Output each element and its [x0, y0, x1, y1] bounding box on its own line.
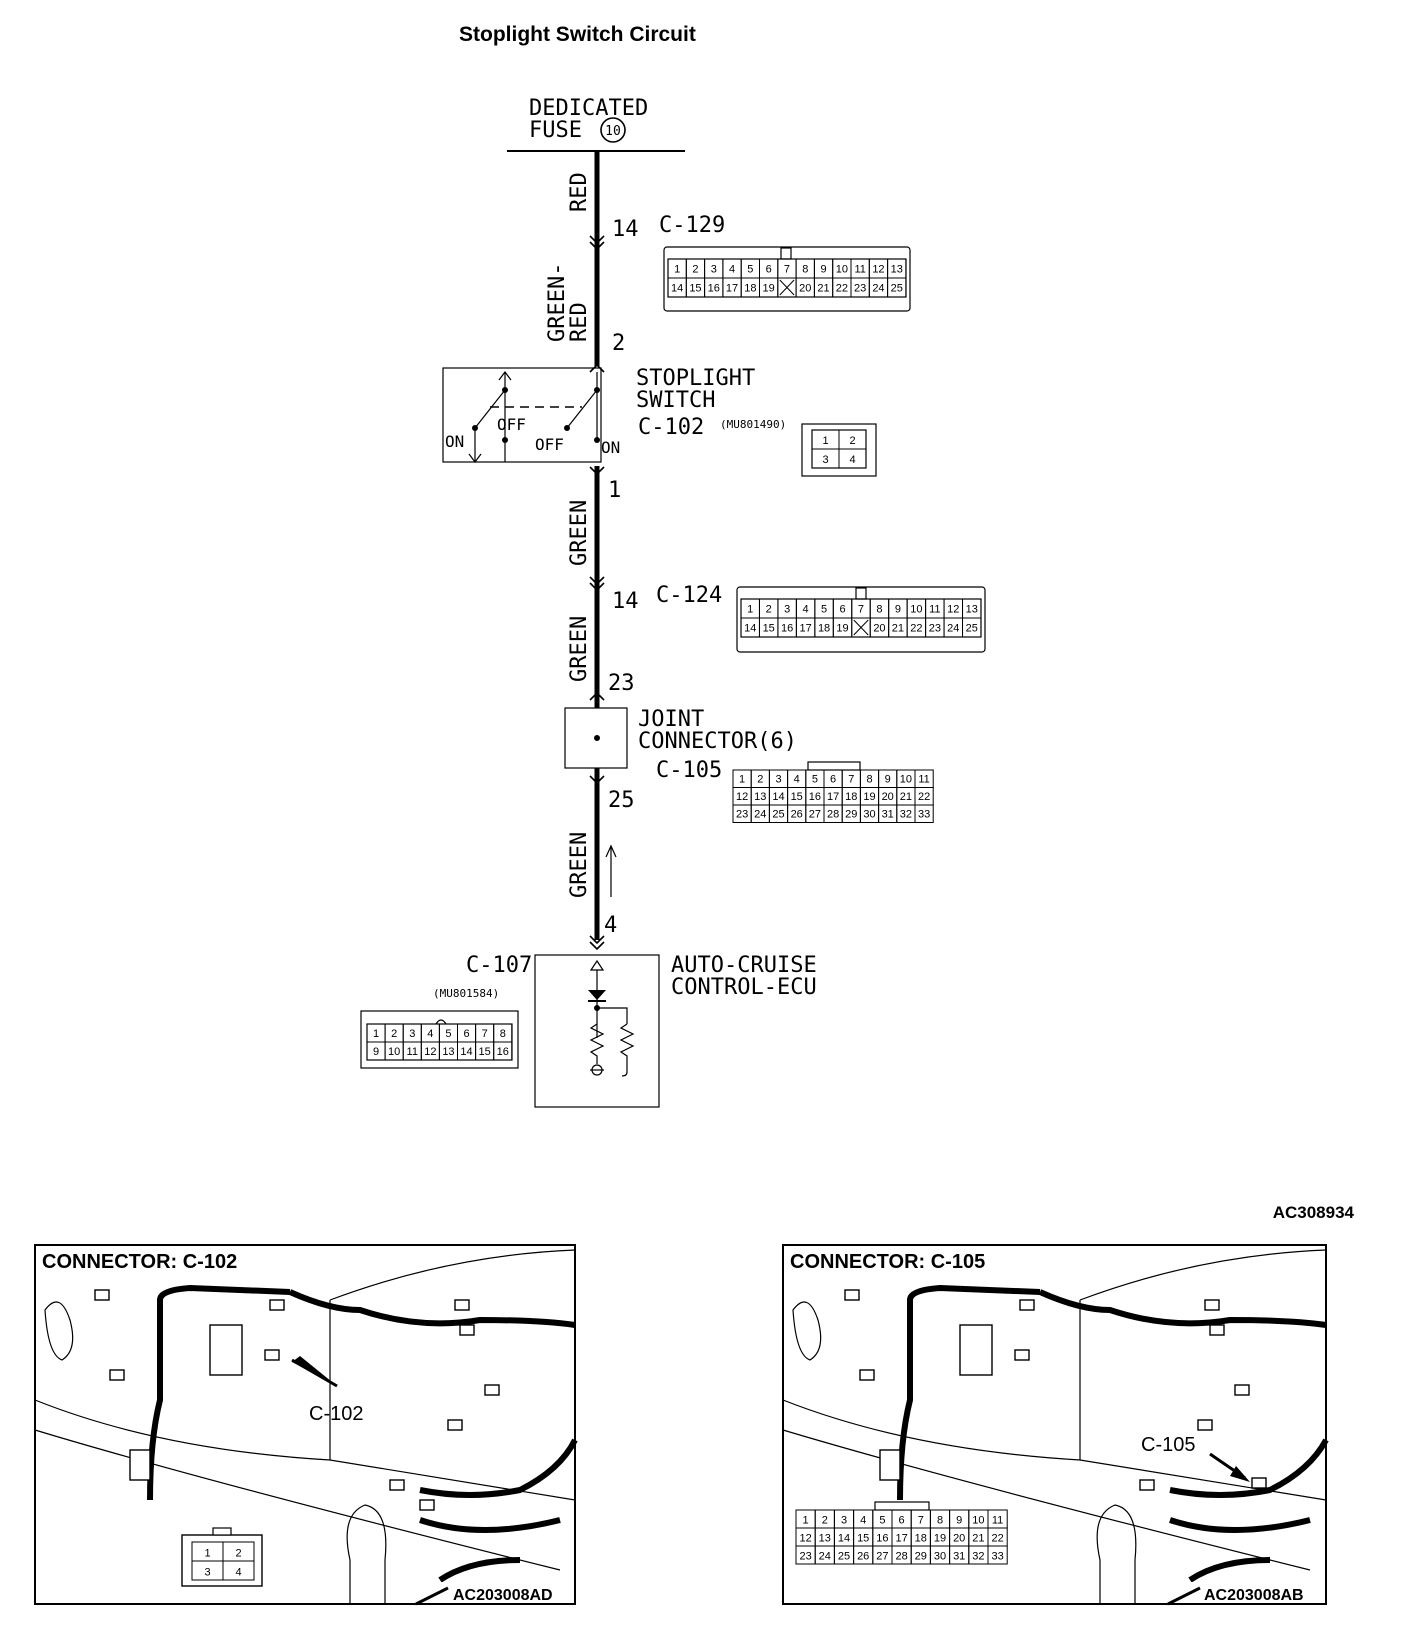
panel-c105-pin-number: 19	[933, 1532, 947, 1545]
c107-pin-number: 3	[409, 1027, 416, 1040]
c129-pin-number: 5	[747, 263, 754, 276]
c107-pin-number: 7	[481, 1027, 488, 1040]
c129-pin-number: 3	[710, 263, 717, 276]
fuse-number: 10	[605, 124, 621, 139]
c124-pin-number: 12	[947, 603, 960, 616]
c105-pin-number: 2	[757, 773, 764, 786]
panel-c105-pin-number: 28	[895, 1550, 908, 1563]
c105-pin-number: 8	[866, 773, 873, 786]
c129-blank-cross	[780, 280, 794, 295]
wire-color-green-red-2: RED	[567, 302, 592, 342]
stoplight-switch-label-2: SWITCH	[636, 388, 716, 413]
panel-right-code: AC203008AB	[1204, 1587, 1304, 1604]
pin-switch-top: 2	[612, 331, 626, 356]
c124-pin-number: 11	[929, 603, 941, 616]
joint-connector-label-2: CONNECTOR(6)	[638, 729, 797, 754]
c107-pin-number: 13	[442, 1045, 455, 1058]
panel-c105-pin-number: 29	[914, 1550, 927, 1563]
panel-left-code: AC203008AD	[453, 1587, 553, 1604]
c105-pin-number: 23	[735, 808, 749, 821]
connector-c124-label: C-124	[656, 583, 723, 608]
panel-c105-pin-number: 5	[879, 1514, 886, 1527]
panel-c105-pin-number: 16	[876, 1532, 889, 1545]
connector-c105-face	[733, 762, 933, 823]
panel-c102-pin-number: 4	[235, 1566, 242, 1579]
pin-switch-bottom: 1	[608, 478, 622, 503]
c102-pin-number: 1	[822, 434, 829, 447]
switch-off-label-2: OFF	[535, 435, 564, 454]
panel-c105-pin-number: 20	[953, 1532, 966, 1545]
c105-pin-number: 11	[918, 773, 930, 786]
c105-pin-number: 17	[826, 791, 840, 804]
panel-c105-pin-number: 32	[972, 1550, 985, 1563]
switch-on-label-2: ON	[601, 438, 621, 457]
switch-on-label-1: ON	[445, 432, 465, 451]
c124-pin-number: 6	[839, 603, 846, 616]
panel-c105-pin-number: 13	[818, 1532, 831, 1545]
panel-c105-pin-number: 4	[860, 1514, 867, 1527]
panel-c105-pin-number: 15	[857, 1532, 870, 1545]
c129-pin-number: 23	[854, 282, 867, 295]
c129-pin-number: 22	[835, 282, 848, 295]
c129-pin-number: 20	[799, 282, 812, 295]
c124-pin-number: 15	[762, 622, 775, 635]
panel-c105-pin-number: 23	[799, 1550, 812, 1563]
c107-pin-number: 15	[478, 1045, 491, 1058]
wire-color-red: RED	[567, 172, 592, 212]
c105-pin-number: 15	[790, 791, 803, 804]
c107-pin-number: 9	[372, 1045, 380, 1058]
panel-c105-pin-number: 30	[933, 1550, 947, 1563]
c105-pin-number: 3	[775, 773, 782, 786]
c129-pin-number: 1	[674, 263, 681, 276]
c124-pin-number: 14	[744, 622, 757, 635]
c105-pin-number: 7	[848, 773, 855, 786]
c124-pin-number: 10	[910, 603, 923, 616]
c129-pin-number: 13	[890, 263, 903, 276]
c107-pin-number: 6	[463, 1027, 470, 1040]
c124-pin-number: 4	[802, 603, 809, 616]
panel-c105-pin-number: 12	[799, 1532, 812, 1545]
c105-pin-number: 33	[917, 808, 931, 821]
c105-pin-number: 9	[884, 773, 891, 786]
c105-pin-number: 22	[917, 791, 931, 804]
c107-pin-number: 14	[460, 1045, 473, 1058]
connector-c124-face	[737, 587, 985, 652]
panel-c102-pin-number: 1	[204, 1547, 211, 1560]
connector-c102-label: C-102	[638, 415, 705, 440]
panel-left-callout: C-102	[309, 1403, 364, 1425]
c105-pin-number: 20	[881, 791, 894, 804]
page-title: Stoplight Switch Circuit	[459, 23, 696, 46]
c129-pin-number: 7	[783, 263, 791, 276]
panel-c105-pin-number: 10	[972, 1514, 985, 1527]
c124-pin-number: 9	[894, 603, 901, 616]
c124-pin-number: 8	[876, 603, 883, 616]
c105-pin-number: 25	[772, 808, 785, 821]
connector-c129-label: C-129	[659, 213, 726, 238]
c124-pin-number: 24	[947, 622, 960, 635]
c105-pin-number: 21	[899, 791, 913, 804]
c124-pin-number: 16	[781, 622, 794, 635]
c107-pin-number: 11	[406, 1045, 418, 1058]
fuse-label-line1: DEDICATED	[529, 96, 649, 121]
c124-blank-cross	[854, 620, 868, 635]
c105-pin-number: 30	[863, 808, 876, 821]
c107-pin-number: 5	[445, 1027, 452, 1040]
c102-pin-number: 4	[849, 453, 856, 466]
panel-c105-pin-number: 2	[821, 1514, 828, 1527]
joint-connector-label-1: JOINT	[638, 707, 705, 732]
panel-c105-pin-number: 25	[837, 1550, 851, 1563]
c124-pin-number: 20	[873, 622, 886, 635]
c107-pin-number: 4	[427, 1027, 434, 1040]
c105-pin-number: 29	[845, 808, 858, 821]
panel-c105-pin-number: 9	[956, 1514, 963, 1527]
c129-pin-number: 10	[835, 263, 848, 276]
pin-c124-bottom: 23	[608, 671, 635, 696]
c105-pin-number: 24	[754, 808, 767, 821]
connector-c129-face	[664, 247, 910, 311]
panel-c105-pin-number: 26	[857, 1550, 870, 1563]
pin-c129: 14	[612, 217, 639, 242]
c129-pin-number: 16	[707, 282, 720, 295]
stoplight-switch-label-1: STOPLIGHT	[636, 366, 756, 391]
c105-pin-number: 12	[735, 791, 749, 804]
c124-pin-number: 2	[765, 603, 772, 616]
c129-pin-number: 17	[725, 282, 739, 295]
c105-pin-number: 18	[845, 791, 858, 804]
connector-c102-location-panel	[35, 1245, 575, 1604]
pin-ecu: 4	[604, 913, 618, 938]
c124-pin-number: 1	[747, 603, 754, 616]
ecu-label-2: CONTROL-ECU	[671, 975, 817, 1000]
connector-c107-label: C-107	[466, 953, 533, 978]
wire-color-green-3: GREEN	[567, 831, 592, 898]
c105-pin-number: 1	[739, 773, 746, 786]
c124-pin-number: 25	[965, 622, 978, 635]
c107-pin-number: 8	[499, 1027, 506, 1040]
panel-c105-pin-number: 11	[991, 1514, 1004, 1527]
panel-c105-pin-number: 31	[953, 1550, 966, 1563]
panel-c105-pin-number: 7	[917, 1514, 924, 1527]
wire-color-green-red-1: GREEN-	[545, 262, 570, 342]
panel-c102-pin-number: 2	[235, 1547, 242, 1560]
panel-c105-pin-number: 17	[895, 1532, 908, 1545]
c105-pin-number: 10	[899, 773, 913, 786]
fuse-label-line2: FUSE	[529, 118, 582, 143]
c105-pin-number: 19	[863, 791, 876, 804]
joint-connector-node	[594, 735, 600, 741]
c107-pin-number: 1	[372, 1027, 380, 1040]
panel-c105-pin-number: 33	[991, 1550, 1004, 1563]
ecu-label-1: AUTO-CRUISE	[671, 953, 817, 978]
c107-pin-number: 16	[496, 1045, 509, 1058]
c129-pin-number: 2	[692, 263, 699, 276]
c129-pin-number: 15	[689, 282, 702, 295]
panel-c105-pin-number: 8	[936, 1514, 944, 1527]
c129-pin-number: 8	[802, 263, 809, 276]
c124-pin-number: 17	[799, 622, 812, 635]
c129-pin-number: 11	[854, 263, 866, 276]
panel-c105-pin-number: 22	[991, 1532, 1004, 1545]
c124-pin-number: 13	[965, 603, 978, 616]
panel-right-heading: CONNECTOR: C-105	[790, 1251, 986, 1273]
c129-pin-number: 9	[820, 263, 827, 276]
c105-pin-number: 28	[826, 808, 840, 821]
panel-left-heading: CONNECTOR: C-102	[42, 1251, 238, 1273]
c129-pin-number: 19	[762, 282, 775, 295]
panel-c105-pin-number: 18	[914, 1532, 927, 1545]
c102-pin-number: 2	[849, 434, 856, 447]
panel-c105-pin-number: 1	[802, 1514, 809, 1527]
connector-c107-part: (MU801584)	[433, 987, 500, 1000]
connector-c102-face	[802, 424, 876, 476]
c124-pin-number: 21	[891, 622, 905, 635]
figure-id: AC308934	[1272, 1203, 1354, 1222]
c105-pin-number: 6	[830, 773, 837, 786]
c129-pin-number: 18	[744, 282, 757, 295]
wire-color-green-1: GREEN	[567, 499, 592, 566]
c129-pin-number: 6	[765, 263, 772, 276]
c105-pin-number: 32	[899, 808, 913, 821]
c129-pin-number: 24	[872, 282, 885, 295]
c129-pin-number: 4	[728, 263, 736, 276]
connector-c102-part: (MU801490)	[720, 418, 787, 431]
pin-c124-top: 14	[612, 589, 639, 614]
c105-pin-number: 16	[808, 791, 822, 804]
c129-pin-number: 25	[890, 282, 903, 295]
c129-pin-number: 12	[872, 263, 885, 276]
c105-pin-number: 13	[754, 791, 767, 804]
c107-pin-number: 12	[424, 1045, 437, 1058]
c107-pin-number: 10	[388, 1045, 401, 1058]
c129-pin-number: 14	[671, 282, 684, 295]
switch-off-label-1: OFF	[497, 415, 526, 434]
panel-c105-pin-number: 27	[876, 1550, 889, 1563]
c124-pin-number: 19	[836, 622, 849, 635]
signal-direction-arrow	[606, 846, 616, 897]
c105-pin-number: 5	[811, 773, 818, 786]
panel-c102-pin-number: 3	[204, 1566, 211, 1579]
c124-pin-number: 18	[817, 622, 831, 635]
panel-c105-pin-number: 14	[837, 1532, 851, 1545]
c124-pin-number: 22	[910, 622, 923, 635]
c124-pin-number: 23	[928, 622, 941, 635]
panel-c105-pin-number: 24	[818, 1550, 831, 1563]
wire-color-green-2: GREEN	[567, 615, 592, 682]
connector-c107-face	[361, 1011, 518, 1068]
c105-pin-number: 26	[790, 808, 803, 821]
panel-c105-pin-number: 21	[972, 1532, 985, 1545]
connector-c105-location-panel	[783, 1245, 1326, 1604]
ecu-symbol	[535, 955, 659, 1107]
c102-pin-number: 3	[822, 453, 829, 466]
panel-c105-pin-number: 6	[898, 1514, 905, 1527]
pin-jc-out: 25	[608, 788, 635, 813]
c105-pin-number: 4	[793, 773, 800, 786]
panel-right-callout: C-105	[1141, 1434, 1196, 1456]
c105-pin-number: 27	[808, 808, 822, 821]
c124-pin-number: 5	[821, 603, 828, 616]
c105-pin-number: 14	[772, 791, 785, 804]
c124-pin-number: 7	[857, 603, 865, 616]
c105-pin-number: 31	[881, 808, 894, 821]
connector-c105-label: C-105	[656, 758, 723, 783]
c124-pin-number: 3	[784, 603, 791, 616]
panel-c105-pin-number: 3	[840, 1514, 848, 1527]
c107-pin-number: 2	[391, 1027, 398, 1040]
c129-pin-number: 21	[817, 282, 830, 295]
